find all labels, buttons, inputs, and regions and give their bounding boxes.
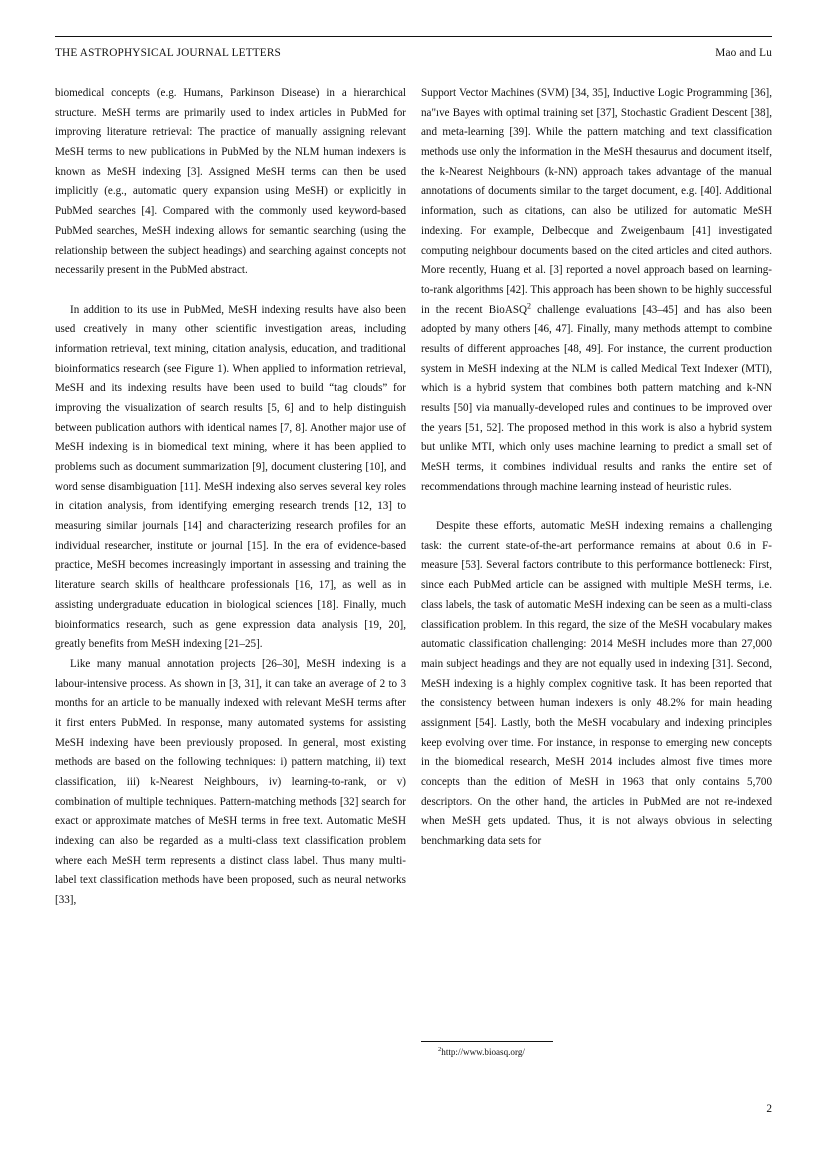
paragraph: Despite these efforts, automatic MeSH indexing remains a challenging task: the current state-of-the-art performance remains at about 0.6 in F-measure [53]. Several factors contribute to this performance bottleneck: First, since each PubMed article can be assigned with multiple MeSH terms, i.e. class labels, the task of automatic MeSH indexing can be seen as a multi-class classification problem. In this regard, the size of the MeSH vocabulary makes automatic classification challenging: 2014 MeSH includes more than 27,000 main subject headings and they are not equally used in indexing [31]. Second, MeSH indexing is a highly complex cognitive task. It has been reported that the consistency between human indexers is only 48.2% for main heading assignment [54]. Lastly, both the MeSH vocabulary and indexing principles keep evolving over time. For instance, in response to emerging new concepts in the biomedical research, MeSH 2014 includes almost five times more concepts than the edition of MeSH in 1963 that only contains 5,700 descriptors. On the other hand, the articles in PubMed are not re-indexed when MeSH gets updated. Thus, it is not always obvious in selecting benchmarking data sets for: [421, 520, 772, 848]
author-names: Mao and Lu: [715, 47, 772, 59]
journal-title: THE ASTROPHYSICAL JOURNAL LETTERS: [55, 47, 281, 59]
paragraph: In addition to its use in PubMed, MeSH indexing results have also been used creatively in many other scientific investigation areas, including information retrieval, text mining, citation analysis, education, and traditional bioinformatics research (see Figure 1). When applied to information retrieval, MeSH and its indexing results have been used to build “tag clouds” for improving the visualization of search results [5, 6] and to help distinguish between publication authors with identical names [7, 8]. Another major use of MeSH indexing is in biomedical text mining, where it has been applied to problems such as document summarization [9], document clustering [10], and word sense disambiguation [11]. MeSH indexing also serves several key roles in citation analysis, from identifying emerging research trends [12, 13] to measuring similar journals [14] and characterizing research profiles for an individual researcher, institute or journal [15]. In the era of evidence-based practice, MeSH becomes increasingly important in assessing and training the literature search skills of healthcare professionals [16, 17], as well as in assisting undergraduate education in biological sciences [18]. Finally, much bioinformatics research, such as gene expression data analysis [19, 20], greatly benefits from MeSH indexing [21–25].: [55, 303, 406, 651]
paragraph: Like many manual annotation projects [26–30], MeSH indexing is a labour-intensive process. As shown in [3, 31], it can take an average of 2 to 3 months for an article to be manually indexed with relevant MeSH terms after it first enters PubMed. In response, many automated systems for assisting MeSH indexing have been previously proposed. In general, most existing methods are based on the following techniques: i) pattern matching, ii) text classification, iii) k-Nearest Neighbours, iv) learning-to-rank, or v) combination of multiple techniques. Pattern-matching methods [32] search for exact or approximate matches of MeSH terms in free text. Automatic MeSH indexing can also be regarded as a multi-class text classification problem where each MeSH term represents a distinct class label. Thus many multi-label text classification methods have been proposed, such as neural networks [33],: [55, 657, 406, 907]
footnote-rule: [421, 1041, 553, 1042]
paragraph: biomedical concepts (e.g. Humans, Parkinson Disease) in a hierarchical structure. MeSH terms are primarily used to index articles in PubMed for improving literature retrieval: The practice of manually assigning relevant MeSH terms to new publications in PubMed by the NLM human indexers is known as MeSH indexing [3]. Assigned MeSH terms can then be used implicitly (e.g., automatic query expansion using MeSH) or explicitly in PubMed searches [4]. Compared with the commonly used keyword-based PubMed searches, MeSH indexing allows for semantic searching (using the relationship between the subject headings) and searching against concepts not necessarily present in the PubMed abstract.: [55, 87, 406, 277]
body-columns: [55, 84, 772, 1059]
header-rule: [55, 36, 772, 37]
paragraph-text-before-footnote-marker: Support Vector Machines (SVM) [34, 35], Inductive Logic Programming [36], na"ıve Bayes with optimal training set [37], Stochastic Gradient Descent [38], and meta-learning [39]. While the pattern matching and text classification methods use only the information in the MeSH thesaurus and document itself, the k-Nearest Neighbours (k-NN) approach takes advantage of the manual annotations of documents similar to the target document, e.g. [40]. Additional information, such as citations, can also be utilized for automatic MeSH indexing. For example, Delbecque and Zweigenbaum [41] investigated computing neighbour documents based on the cited articles and cited authors. More recently, Huang et al. [3] reported a novel approach based on learning-to-rank algorithms [42]. This approach has been shown to be highly successful in the recent BioASQ: [421, 87, 772, 316]
footnote-marker: 2: [527, 300, 532, 310]
running-head: [55, 46, 772, 60]
footnote: [421, 1046, 772, 1059]
paragraph-text-after-footnote-marker: challenge evaluations [43–45] and has also been adopted by many others [46, 47]. Finally, many methods attempt to combine results of different approaches [48, 49]. For instance, the current production system in MeSH indexing at the NLM is called Medical Text Indexer (MTI), which is a hybrid system that combines both pattern matching and k-NN results [50] via manually-developed rules and continues to be improved over the years [51, 52]. The proposed method in this work is also a hybrid system but unlike MTI, which only uses machine learning to predict a small set of MeSH terms, it combines individual results and ranks the entire set of recommendations through machine learning instead of heuristic rules.: [421, 303, 772, 493]
page-number: 2: [766, 1103, 772, 1115]
paragraph: [421, 84, 772, 497]
right-column: [421, 84, 772, 1059]
footnote-area: [421, 1041, 772, 1059]
footnote-number: 2: [438, 1045, 442, 1053]
footnote-url: http://www.bioasq.org/: [441, 1047, 525, 1057]
left-column: [55, 84, 406, 1059]
